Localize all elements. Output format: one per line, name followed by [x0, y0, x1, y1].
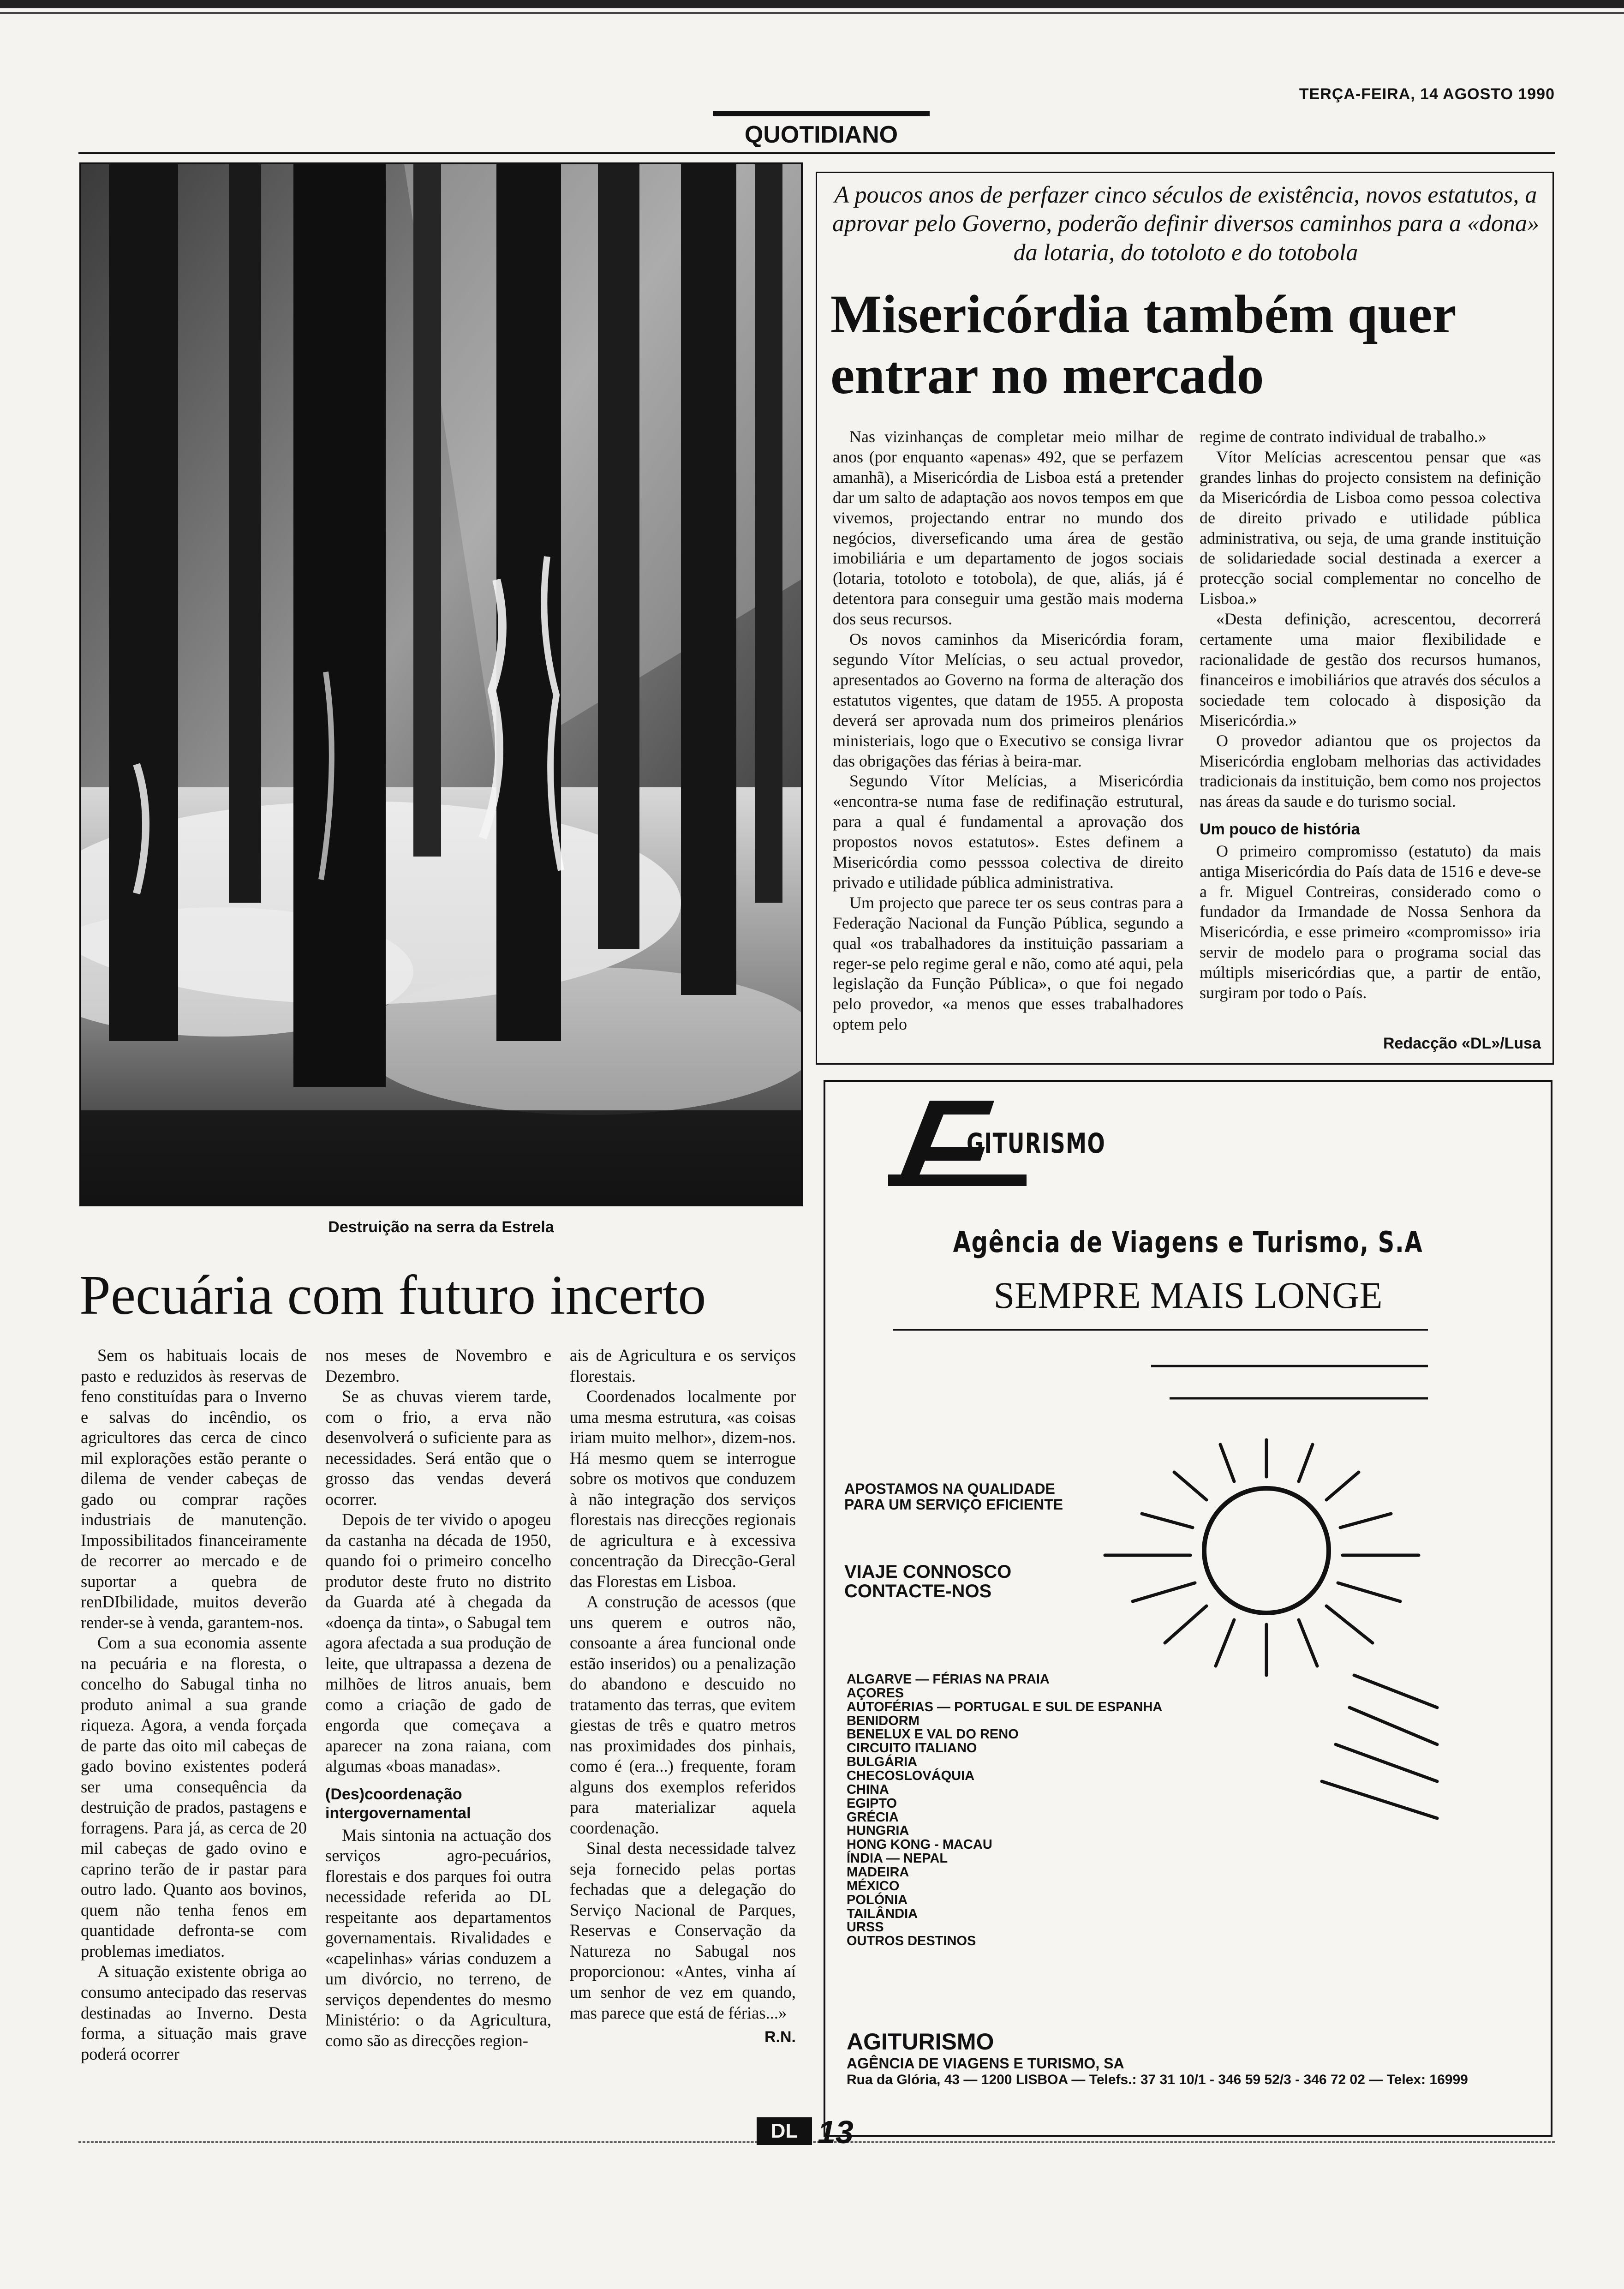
- list-item: ALGARVE — FÉRIAS NA PRAIA: [847, 1672, 1050, 1687]
- article-misericordia-column-2: [1200, 427, 1541, 1003]
- list-item: URSS: [847, 1920, 884, 1935]
- footer-rule: [78, 2141, 1555, 2143]
- paragraph: Sinal desta necessidade talvez seja fornecido pelas portas fechadas que a delegação do Serviço Nacional de Parques, Reservas e Conservação da Natureza no Sabugal nos proporcionou: «Antes, vinha aí um senhor de vez em quando, mas parece que está de férias...»: [570, 1839, 796, 2022]
- list-item: CHECOSLOVÁQUIA: [847, 1768, 975, 1784]
- section-rule: [78, 152, 1555, 154]
- paragraph: regime de contrato individual de trabalho.»: [1200, 427, 1487, 446]
- article-pecuaria-column-1: [81, 1345, 307, 2064]
- subheading: Um pouco de história: [1200, 821, 1360, 839]
- paragraph: Nas vizinhanças de completar meio milhar de anos (por enquanto «apenas» 492, que se perfazem amanhã), a Misericórdia de Lisboa está a pretender dar um salto de adaptação aos novos tempos em que vivemos, projectando entrar no mundo dos negócios, diverseficando uma área de gestão imobiliária e um departamento de jogos sociais (lotaria, totoloto e totobola), de que, aliás, já é detentora para conseguir uma gestão mais moderna dos seus recursos.: [833, 427, 1183, 629]
- list-item: AUTOFÉRIAS — PORTUGAL E SUL DE ESPANHA: [847, 1699, 1163, 1714]
- logo-text: GITURISMO: [967, 1127, 1106, 1160]
- article-pecuaria-column-2: [325, 1345, 551, 2051]
- paragraph: Com a sua economia assente na pecuária e na floresta, o concelho do Sabugal tinha no produto animal a sua grande riqueza. Agora, a venda forçada de parte das oito mil cabeças de gado bovino existentes poderá ser uma consequência da destruição de prados, pastagens e forragens. Para já, as cerca de 20 mil cabeças de gado ovino e caprino terão de ir pastar para outro lado. Quanto aos bovinos, quem não tenha fenos em quantidade defronta-se com problemas imediatos.: [81, 1633, 307, 1960]
- article-misericordia-lead: A poucos anos de perfazer cinco séculos de existência, novos estatutos, a aprovar pelo Governo, poderão definir diversos caminhos para a «dona» da lotaria, do totoloto e do totobola: [832, 182, 1539, 266]
- list-item: POLÓNIA: [847, 1892, 908, 1907]
- list-item: CIRCUITO ITALIANO: [847, 1741, 977, 1756]
- destinations-list: [847, 1673, 1162, 1948]
- page-number: 13: [818, 2114, 854, 2150]
- list-item: HONG KONG - MACAU: [847, 1837, 992, 1852]
- ad-tagline: [844, 1481, 1063, 1512]
- paragraph: Depois de ter vivido o apogeu da castanha na década de 1950, quando foi o primeiro concelho produtor deste fruto no distrito da Guarda até à chegada da «doença da tinta», o Sabugal tem agora afectada a sua produção de leite, que ultrapassa a dezena de milhões de litros anuais, bem como a criação de gado de engorda que começava a aparecer na zona raiana, com algumas «boas manadas».: [325, 1510, 551, 1776]
- list-item: MÉXICO: [847, 1878, 900, 1894]
- list-item: MADEIRA: [847, 1865, 909, 1880]
- list-item: BENIDORM: [847, 1713, 919, 1728]
- paragraph: Coordenados localmente por uma mesma estrutura, «as coisas iriam muito melhor», dizem-nos. Há mesmo quem se interrogue sobre os motivos que conduzem à não integração dos serviços florestais nas direcções regionais de agricultura e à excessiva concentração da Direcção-Geral das Florestas em Lisboa.: [570, 1387, 796, 1591]
- article-misericordia-column-1: [833, 427, 1183, 1035]
- tagline-line: APOSTAMOS NA QUALIDADE: [844, 1480, 1055, 1497]
- paragraph: Sem os habituais locais de pasto e reduzidos às reservas de feno constituídas para o Inverno e salvas do incêndio, os agricultores das cerca de cinco mil explorações estão perante o dilema de vender cabeças de gado ou comprar rações industriais de manutenção. Impossibilitados financeiramente de recorrer ao mercado e de suportar a quebra de renDIbilidade, muitos deverão render-se à venda, garantem-nos.: [81, 1346, 307, 1632]
- list-item: AÇORES: [847, 1685, 904, 1701]
- ad-slogan: SEMPRE MAIS LONGE: [993, 1274, 1383, 1316]
- paragraph: Vítor Melícias acrescentou pensar que «as grandes linhas do projecto consistem na definição da Misericórdia de Lisboa como pessoa colectiva de direito privado e utilidade pública administrativa, ou seja, de uma grande instituição de solidariedade social destinada a exercer a protecção social complementar no concelho de Lisboa.»: [1200, 447, 1541, 608]
- ad-company-block: [847, 2028, 1539, 2088]
- tagline-line: PARA UM SERVIÇO EFICIENTE: [844, 1496, 1063, 1513]
- photo-caption: Destruição na serra da Estrela: [328, 1218, 554, 1236]
- subheading: (Des)coordenação intergovernamental: [325, 1785, 471, 1822]
- paragraph: Os novos caminhos da Misericórdia foram, segundo Vítor Melícias, o seu actual provedor, apresentados ao Governo na forma de alteração dos estatutos vigentes, que datam de 1955. A proposta deverá ser aprovada num dos primeiros plenários ministeriais, logo que o Executivo se consiga livrar das obrigações das férias à beira-mar.: [833, 630, 1183, 770]
- paragraph: O provedor adiantou que os projectos da Misericórdia englobam melhorias das actividades tradicionais da instituição, bem como nos projectos nas áreas da saude e do turismo social.: [1200, 731, 1541, 811]
- section-title: QUOTIDIANO: [744, 121, 898, 148]
- list-item: HUNGRIA: [847, 1823, 909, 1839]
- ad-company-name: AGITURISMO: [847, 2029, 994, 2055]
- article-credit: Redacção «DL»/Lusa: [1383, 1035, 1541, 1052]
- paragraph: «Desta definição, acrescentou, decorrerá certamente uma maior flexibilidade e racionalidade de gestão dos recursos humanos, financeiros e imobiliários que através dos séculos a sociedade tem colocado à disposição da Misericórdia.»: [1200, 610, 1541, 730]
- paragraph: Mais sintonia na actuação dos serviços agro-pecuários, florestais e dos parques foi outra necessidade referida ao DL respeitante aos departamentos governamentais. Rivalidades e «capelinhas» várias conduzem a um divórcio, no terreno, de serviços dependentes do mesmo Ministério: o da Agricultura, como são as direcções region-: [325, 1825, 551, 2050]
- list-item: BULGÁRIA: [847, 1755, 918, 1770]
- paragraph: Segundo Vítor Melícias, a Misericórdia «encontra-se numa fase de redifinação estrutural, para a qual é fundamental a aprovação dos propostos novos estatutos». Estes definem a Misericórdia como pesssoa colectiva de direito privado e utilidade pública administrativa.: [833, 772, 1183, 892]
- forest-fire-photo: [79, 162, 803, 1206]
- top-border-thin: [0, 12, 1624, 14]
- paragraph: nos meses de Novembro e Dezembro.: [325, 1346, 551, 1385]
- ad-address: Rua da Glória, 43 — 1200 LISBOA — Telefs.: 37 31 10/1 - 346 59 52/3 - 346 72 02 — Telex: 16999: [847, 2072, 1468, 2087]
- article-signature: R.N.: [764, 2028, 796, 2046]
- footer-logo: DL: [757, 2117, 812, 2145]
- forest-photo-illustration: [81, 164, 801, 1204]
- list-item: EGIPTO: [847, 1796, 897, 1811]
- contact-line: CONTACTE-NOS: [844, 1581, 992, 1601]
- list-item: BENELUX E VAL DO RENO: [847, 1727, 1019, 1742]
- ad-title: Agência de Viagens e Turismo, S.A: [953, 1225, 1423, 1259]
- article-pecuaria-title: Pecuária com futuro incerto: [79, 1264, 706, 1326]
- list-item: ÍNDIA — NEPAL: [847, 1851, 948, 1866]
- top-border: [0, 0, 1624, 8]
- paragraph: O primeiro compromisso (estatuto) da mais antiga Misericórdia do País data de 1516 e deve-se a fr. Miguel Contreiras, considerado como o fundador da Irmandade de Nossa Senhora da Misericórdia, e esse primeiro «compromisso» iria servir de modelo para o programa social das múltipls misericórdias que, a partir de então, surgiram por todo o País.: [1200, 841, 1541, 1002]
- paragraph: A situação existente obriga ao consumo antecipado das reservas destinadas ao Inverno. Desta forma, a situação mais grave poderá ocorrer: [81, 1962, 307, 2063]
- article-misericordia-title: Misericórdia também quer entrar no mercado: [830, 284, 1456, 406]
- issue-date: TERÇA-FEIRA, 14 AGOSTO 1990: [1299, 85, 1555, 103]
- paragraph: ais de Agricultura e os serviços florestais.: [570, 1346, 796, 1385]
- list-item: CHINA: [847, 1782, 889, 1797]
- section-bar: [713, 111, 930, 116]
- ad-contact: [844, 1562, 1011, 1601]
- paragraph: Se as chuvas vierem tarde, com o frio, a erva não desenvolverá o suficiente para as necessidades. Será então que o grosso das vendas deverá ocorrer.: [325, 1387, 551, 1509]
- paragraph: A construção de acessos (que uns querem e outros não, consoante a área funcional onde estão inseridos) ou a penalização do abandono e descuido no tratamento das terras, que evitem giestas de três e quatro metros nas proximidades dos pinhais, como é (era...) frequente, foram alguns dos exemplos referidos para materializar aquela coordenação.: [570, 1592, 796, 1837]
- list-item: TAILÂNDIA: [847, 1906, 918, 1921]
- paragraph: Um projecto que parece ter os seus contras para a Federação Nacional da Função Pública, segundo a qual «os trabalhadores da instituição passariam a reger-se pelo regime geral e não, como até aqui, pela legislação da Função Pública», o que foi negado pelo provedor, «a menos que esses trabalhadores optem pelo: [833, 893, 1183, 1034]
- list-item: GRÉCIA: [847, 1810, 899, 1825]
- contact-line: VIAJE CONNOSCO: [844, 1562, 1012, 1582]
- article-pecuaria-column-3: [570, 1345, 796, 2047]
- ad-company-full: AGÊNCIA DE VIAGENS E TURISMO, SA: [847, 2055, 1124, 2072]
- agiturismo-logo: [879, 1091, 1202, 1188]
- list-item: OUTROS DESTINOS: [847, 1934, 976, 1949]
